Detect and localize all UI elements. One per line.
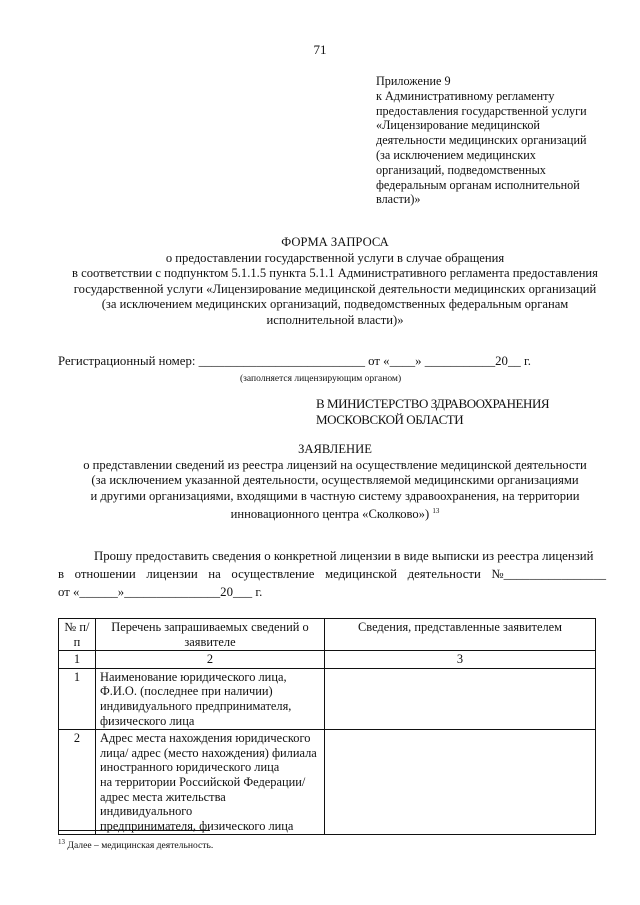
index-cell: 3 bbox=[325, 651, 596, 669]
footnote-text: Далее – медицинская деятельность. bbox=[67, 840, 214, 852]
statement-line: (за исключением указанной деятельности, осуществляемой медицинскими организациями bbox=[91, 473, 579, 488]
appendix-line: «Лицензирование медицинской bbox=[376, 118, 540, 133]
request-line bbox=[58, 565, 606, 583]
footnote bbox=[58, 838, 213, 851]
footnote-divider bbox=[58, 830, 210, 831]
index-cell: 2 bbox=[96, 651, 325, 669]
table-row bbox=[59, 668, 596, 729]
request-word: осуществление bbox=[231, 567, 315, 581]
row-label-line: лица/ адрес (место нахождения) филиала bbox=[100, 745, 317, 760]
addressee-line: В МИНИСТЕРСТВО ЗДРАВООХРАНЕНИЯ bbox=[316, 396, 550, 411]
request-table bbox=[58, 618, 596, 835]
row-label-line: Наименование юридического лица, bbox=[100, 669, 287, 684]
appendix-header bbox=[376, 74, 616, 207]
registration-number-field[interactable]: Регистрационный номер: __________________________ от «____» ___________20__ г. bbox=[58, 354, 531, 368]
footnote-number: 13 bbox=[58, 838, 65, 846]
table-header-row bbox=[59, 619, 596, 651]
appendix-line: предоставления государственной услуги bbox=[376, 103, 587, 118]
appendix-line: власти)» bbox=[376, 192, 421, 207]
request-word: медицинской bbox=[325, 567, 398, 581]
addressee bbox=[316, 396, 549, 428]
header-provided-info: Сведения, представленные заявителем bbox=[325, 619, 596, 651]
table-row bbox=[59, 730, 596, 835]
row-label bbox=[96, 730, 325, 835]
row-label-line: физического лица bbox=[100, 713, 195, 728]
row-label bbox=[96, 668, 325, 729]
row-label-line: Адрес места нахождения юридического bbox=[100, 731, 311, 746]
form-heading-line: (за исключением медицинских организаций, подведомственных федеральным органам bbox=[101, 297, 569, 312]
form-title: ФОРМА ЗАПРОСА bbox=[281, 235, 389, 249]
appendix-line: (за исключением медицинских bbox=[376, 147, 536, 162]
row-label-line: на территории Российской Федерации/ bbox=[100, 774, 306, 789]
request-word: в bbox=[58, 567, 65, 581]
appendix-line: Приложение 9 bbox=[376, 74, 451, 88]
form-heading-line: государственной услуги «Лицензирование медицинской деятельности медицинских организаций bbox=[73, 281, 597, 296]
row-label-line: адрес места жительства индивидуального bbox=[100, 789, 226, 819]
footnote-ref: 13 bbox=[432, 507, 440, 516]
statement-line bbox=[40, 504, 630, 523]
addressee-line: МОСКОВСКОЙ ОБЛАСТИ bbox=[316, 412, 464, 427]
license-date-field[interactable]: от «______»_______________20___ г. bbox=[58, 585, 263, 599]
header-number: № п/п bbox=[59, 619, 96, 651]
appendix-line: деятельности медицинских организаций bbox=[376, 133, 587, 148]
appendix-line: к Административному регламенту bbox=[376, 88, 555, 103]
form-heading-line: в соответствии с подпунктом 5.1.1.5 пункта 5.1.1 Административного регламента предоставления bbox=[72, 266, 598, 281]
index-cell: 1 bbox=[59, 651, 96, 669]
request-paragraph bbox=[58, 547, 606, 601]
row-label-line: Ф.И.О. (последнее при наличии) bbox=[100, 684, 273, 699]
row-label-line: предпринимателя, физического лица bbox=[100, 818, 294, 833]
request-word: лицензии bbox=[146, 567, 198, 581]
request-word: на bbox=[208, 567, 221, 581]
statement-title: ЗАЯВЛЕНИЕ bbox=[298, 442, 372, 456]
form-heading-line: исполнительной власти)» bbox=[266, 312, 404, 327]
row-number: 1 bbox=[59, 668, 96, 729]
appendix-line: федеральным органам исполнительной bbox=[376, 177, 580, 192]
page-number: 71 bbox=[313, 42, 327, 57]
statement-last-line: инновационного центра «Сколково») bbox=[230, 507, 430, 522]
request-word: отношении bbox=[74, 567, 136, 581]
form-heading bbox=[40, 235, 630, 329]
statement-heading bbox=[40, 442, 630, 523]
form-heading-line: о предоставлении государственной услуги в случае обращения bbox=[165, 250, 505, 265]
row-number: 2 bbox=[59, 730, 96, 835]
request-line: Прошу предоставить сведения о конкретной лицензии в виде выписки из реестра лицензий bbox=[94, 549, 594, 563]
statement-line: и другими организациями, входящими в частную систему здравоохранения, на территории bbox=[90, 488, 580, 503]
license-number-field[interactable]: №________________ bbox=[491, 567, 606, 581]
registration-note: (заполняется лицензирующим органом) bbox=[240, 374, 402, 384]
table-index-row bbox=[59, 651, 596, 669]
appendix-line: организаций, подведомственных bbox=[376, 162, 546, 177]
row-label-line: индивидуального предпринимателя, bbox=[100, 698, 292, 713]
request-word: деятельности bbox=[407, 567, 481, 581]
statement-line: о представлении сведений из реестра лицензий на осуществление медицинской деятельности bbox=[83, 457, 587, 472]
applicant-name-field[interactable] bbox=[325, 668, 596, 729]
applicant-address-field[interactable] bbox=[325, 730, 596, 835]
row-label-line: иностранного юридического лица bbox=[100, 760, 280, 775]
header-requested-info: Перечень запрашиваемых сведений о заявителе bbox=[96, 619, 325, 651]
